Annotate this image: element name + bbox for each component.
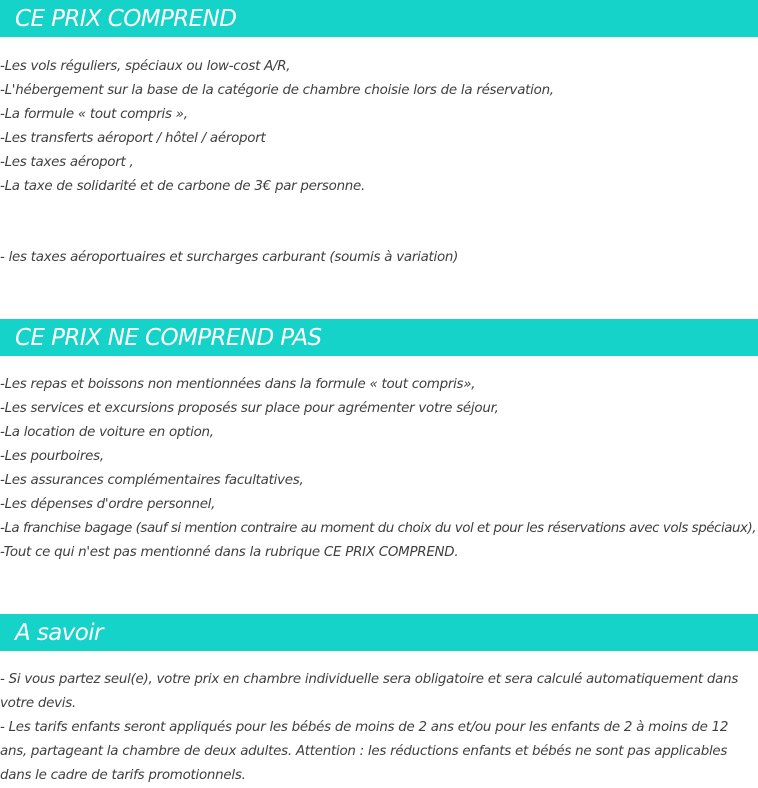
included-items-list	[0, 55, 758, 199]
list-item: -La taxe de solidarité et de carbone de 3€ par personne.	[0, 179, 366, 194]
included-extra-note: - les taxes aéroportuaires et surcharges carburant (soumis à variation)	[0, 250, 459, 265]
included-section-title: CE PRIX COMPREND	[15, 5, 237, 32]
included-extra-note-list	[0, 246, 758, 270]
list-item: -Les pourboires,	[0, 449, 104, 464]
list-item: -Les services et excursions proposés sur place pour agrémenter votre séjour,	[0, 401, 499, 416]
list-item: -La formule « tout compris »,	[0, 107, 188, 122]
list-item: -La location de voiture en option,	[0, 425, 214, 440]
info-section-header	[0, 614, 758, 651]
list-item: -L'hébergement sur la base de la catégorie de chambre choisie lors de la réservation,	[0, 83, 554, 98]
list-item: -La franchise bagage (sauf si mention contraire au moment du choix du vol et pour les réservations avec vols spéciaux),	[0, 521, 757, 536]
list-item: -Les transferts aéroport / hôtel / aéroport	[0, 131, 266, 146]
info-section-title: A savoir	[15, 619, 103, 646]
list-item: -Tout ce qui n'est pas mentionné dans la rubrique CE PRIX COMPREND.	[0, 545, 459, 560]
excluded-section-title: CE PRIX NE COMPREND PAS	[15, 324, 322, 351]
info-paragraph-single-room: - Si vous partez seul(e), votre prix en chambre individuelle sera obligatoire et sera calculé automatiquement dans votre devis.	[0, 672, 739, 711]
list-item: -Les assurances complémentaires facultatives,	[0, 473, 304, 488]
list-item: -Les repas et boissons non mentionnées dans la formule « tout compris»,	[0, 377, 476, 392]
list-item: -Les dépenses d'ordre personnel,	[0, 497, 216, 512]
list-item: -Les taxes aéroport ,	[0, 155, 134, 170]
included-section-header	[0, 0, 758, 37]
list-item: -Les vols réguliers, spéciaux ou low-cost A/R,	[0, 59, 291, 74]
excluded-section-header	[0, 319, 758, 356]
info-paragraph-child-rates: - Les tarifs enfants seront appliqués pour les bébés de moins de 2 ans et/ou pour les enfants de 2 à moins de 12 ans, partageant la chambre de deux adultes. Attention : les réductions enfants et bébés ne sont pas applicables dans le cadre de tarifs promotionnels.	[0, 720, 729, 783]
excluded-items-list	[0, 373, 758, 565]
